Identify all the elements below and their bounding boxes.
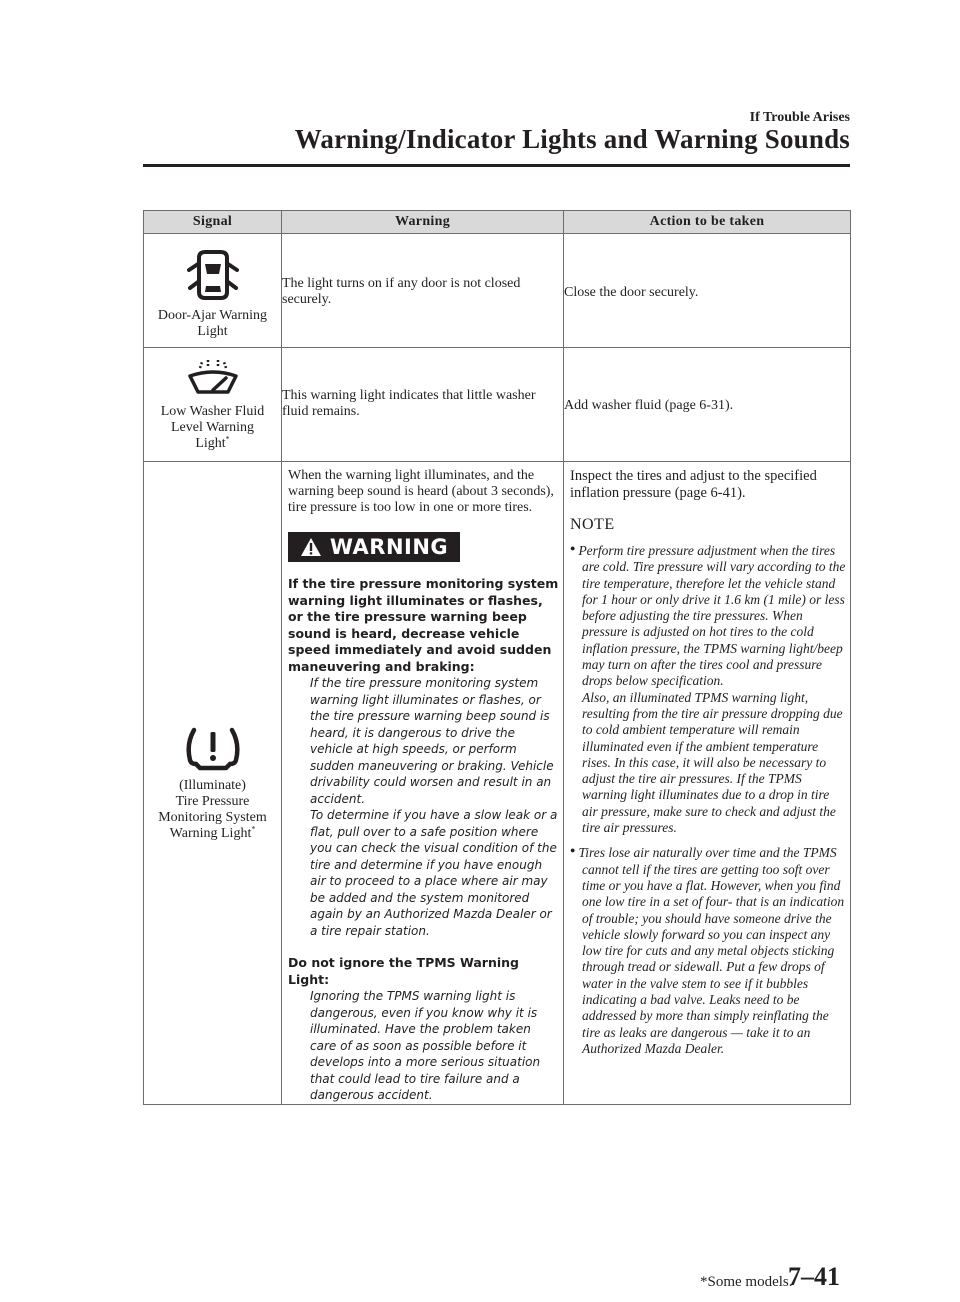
table-row [144,348,851,462]
signal-cell [144,462,282,1105]
note-item: ● Perform tire pressure adjustment when the tires are cold. Tire pressure will vary according to the tire temperature, therefore let the vehicle stand for 1 hour or only drive it 1.6 km (1 mile) or less before adjusting the tire pressures. When pressure is adjusted on hot tires to the cold inflation pressure, the TPMS warning light/beep may turn on after the tires cool and pressure drops below specification. Also, an illuminated TPMS warning light, resulting from the tire air pressure dropping due to cold ambient temperature will remain illuminated even if the ambient temperature rises. In this case, it will also be necessary to adjust the tire air pressures. If the TPMS warning light illuminates due to a drop in tire air pressure, make sure to check and adjust the tire air pressures. [570,543,846,836]
table-header-row [144,211,851,234]
warning-heading: Do not ignore the TPMS Warning Light: [288,955,519,987]
page-number: 7–41 [788,1262,840,1291]
signal-cell [144,234,282,348]
note-item: ● Tires lose air naturally over time and the TPMS cannot tell if the tires are getting too soft over time or you have a flat. However, when you find one low tire in a set of four- that is an indication of trouble; you should have someone drive the vehicle slowly forward so you can inspect any low tire for cuts and any metal objects sticking through tread or sidewall. Put a few drops of water in the valve stem to see if it bubbles indicating a bad valve. Leaks need to be addressed by more than simply reinflating the tire as leaks are dangerous — take it to an Authorized Mazda Dealer. [570,845,845,1056]
warning-cell: The light turns on if any door is not closed securely. [282,234,564,348]
door-ajar-icon [144,248,281,304]
warning-cell: This warning light indicates that little washer fluid remains. [282,348,564,462]
footnote: *Some models. [700,1274,793,1290]
warning-triangle-icon [300,537,322,557]
signals-table [143,210,851,1105]
section-title: If Trouble Arises [749,110,850,125]
warning-text: Ignoring the TPMS warning light is dangerous, even if you know why it is illuminated. Have the problem taken care of as soon as possible before it develops into a more serious situation that could lead to tire failure and a dangerous accident. [310,989,541,1102]
column-header-action: Action to be taken [564,211,851,234]
tpms-icon [144,724,281,772]
note-title: NOTE [570,516,615,533]
signal-name: Door-Ajar Warning Light [157,308,268,339]
action-cell: Close the door securely. [564,234,851,348]
table-row [144,234,851,348]
action-cell: Inspect the tires and adjust to the specified inflation pressure (page 6-41). NOTE ● Perform tire pressure adjustment when the tires are cold. Tire pressure will vary according to the tire temperature, therefore let the vehicle stand for 1 hour or only drive it 1.6 km (1 mile) or less before adjusting the tire pressures. When pressure is adjusted on hot tires to the cold inflation pressure, the TPMS warning light/beep may turn on after the tires cool and pressure drops below specification. Also, an illuminated TPMS warning light, resulting from the tire air pressure dropping due to cold ambient temperature will remain illuminated even if the ambient temperature rises. In this case, it will also be necessary to adjust the tire air pressures. If the TPMS warning light illuminates due to a drop in tire air pressure, make sure to check and adjust the tire air pressures. ● Tires lose air naturally over time and the TPMS cannot tell if the tires are getting too soft over time or you have a flat. However, when you find one low tire in a set of four- that is an indication of trouble; you should have someone drive the vehicle slowly forward so you can inspect any low tire for cuts and any metal objects sticking through tread or sidewall. Put a few drops of water in the valve stem to see if it bubbles indicating a bad valve. Leaks need to be addressed by more than simply reinflating the tire as leaks are dangerous — take it to an Authorized Mazda Dealer. [564,462,851,1105]
warning-heading: If the tire pressure monitoring system warning light illuminates or flashes, or the tire pressure warning beep sound is heard, decrease vehicle speed immediately and avoid sudden maneuvering and braking: [288,576,559,674]
column-header-warning: Warning [282,211,564,234]
page-title: Warning/Indicator Lights and Warning Sounds [294,124,850,154]
action-cell: Add washer fluid (page 6-31). [564,348,851,462]
column-header-signal: Signal [144,211,282,234]
warning-cell: When the warning light illuminates, and the warning beep sound is heard (about 3 seconds), tire pressure is too low in one or more tires. WARNING If the tire pressure monitoring system warning light illuminates or flashes, or the tire pressure warning beep sound is heard, decrease vehicle speed immediately and avoid sudden maneuvering and braking: If the tire pressure monitoring system warning light illuminates or flashes, or the tire pressure warning beep sound is heard, it is dangerous to drive the vehicle at high speeds, or perform sudden maneuvering or braking. Vehicle drivability could worsen and result in an accident. To determine if you have a slow leak or a flat, pull over to a safe position where you can check the visual condition of the tire and determine if you have enough air to proceed to a place where air may be added and the system monitored again by an Authorized Mazda Dealer or a tire repair station. Do not ignore the TPMS Warning Light: Ignoring the TPMS warning light is dangerous, even if you know why it is illuminated. Have the problem taken care of as soon as possible before it develops into a more serious situation that could lead to tire failure and a dangerous accident. [282,462,564,1105]
table-row [144,462,851,1105]
signal-cell [144,348,282,462]
header-divider [143,164,850,167]
warning-label: WARNING [329,535,449,559]
warning-banner [288,532,460,562]
signal-name: (Illuminate) Tire Pressure Monitoring System Warning Light* [158,777,267,841]
warning-text: To determine if you have a slow leak or a flat, pull over to a safe position where you can check the visual condition of the tire and determine if you have enough air to proceed to a place where air may be added and the system monitored again by an Authorized Mazda Dealer or a tire repair station. [310,808,558,938]
warning-text: If the tire pressure monitoring system warning light illuminates or flashes, or the tire pressure warning beep sound is heard, it is dangerous to drive the vehicle at high speeds, or perform sudden maneuvering or braking. Vehicle drivability could worsen and result in an accident. [310,676,554,806]
signal-name: Low Washer Fluid Level Warning Light* [160,404,265,451]
washer-fluid-icon [144,358,281,394]
